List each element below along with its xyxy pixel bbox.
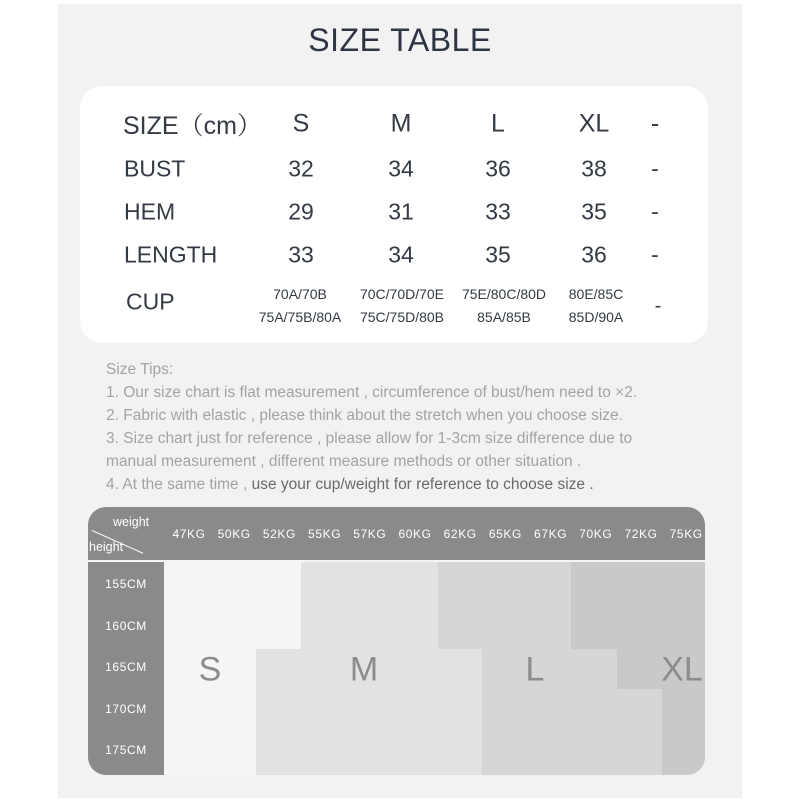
cup-value-line1: - — [654, 295, 662, 317]
size-tip-line: 3. Size chart just for reference , please allow for 1-3cm size difference due to — [106, 430, 633, 447]
cup-value-line2: 75A/75B/80A — [258, 309, 342, 325]
weight-column-label: 50KG — [217, 527, 251, 541]
size-header-m: M — [390, 109, 412, 138]
weight-column-label: 75KG — [669, 527, 703, 541]
size-header-s: S — [292, 109, 310, 138]
size-tip-line: 2. Fabric with elastic , please think about the stretch when you choose size. — [106, 407, 623, 424]
height-row-label: 160CM — [105, 619, 147, 633]
weight-column-label: 55KG — [308, 527, 342, 541]
page-title: SIZE TABLE — [308, 22, 492, 58]
zone-l-block — [438, 562, 571, 649]
weight-column-label: 72KG — [624, 527, 658, 541]
cup-value-line1: 70A/70B — [273, 286, 327, 302]
zone-label-xl: XL — [661, 650, 703, 689]
measure-value: 34 — [388, 241, 414, 268]
weight-column-label: 47KG — [172, 527, 206, 541]
weight-column-label: 62KG — [443, 527, 477, 541]
zone-m-block — [301, 562, 438, 649]
zone-l-block — [482, 649, 617, 689]
cup-value-line2: 75C/75D/80B — [359, 309, 445, 325]
zone-label-s: S — [198, 650, 222, 689]
size-header-blank: - — [650, 109, 660, 138]
cup-value-line1: 75E/80C/80D — [461, 286, 547, 302]
cup-value-line1: 70C/70D/70E — [359, 286, 445, 302]
size-tip-line: 1. Our size chart is flat measurement , circumference of bust/hem need to ×2. — [106, 384, 638, 401]
size-tip-line — [106, 473, 726, 496]
measure-value: - — [651, 198, 659, 225]
cup-value-line1: 80E/85C — [568, 286, 624, 302]
weight-column-label: 60KG — [398, 527, 432, 541]
height-row-label: 175CM — [105, 743, 147, 757]
corner-height-label: height — [89, 540, 124, 554]
measure-value: 38 — [581, 155, 607, 182]
measure-value: 36 — [581, 241, 607, 268]
measure-value: 35 — [485, 241, 511, 268]
measure-value: 31 — [388, 198, 414, 225]
weight-column-label: 67KG — [534, 527, 568, 541]
height-row-label: 170CM — [105, 702, 147, 716]
size-tips-heading: Size Tips: — [106, 361, 174, 378]
measure-value: 29 — [288, 198, 314, 225]
measure-label-hem: HEM — [124, 198, 176, 225]
size-tip-emphasis: use your cup/weight for reference to choose size . — [251, 476, 594, 493]
size-header-l: L — [491, 109, 505, 138]
cup-value-line2: 85D/90A — [568, 309, 624, 325]
height-row-label: 165CM — [105, 660, 147, 674]
size-header-xl: XL — [578, 109, 610, 138]
measure-value: - — [651, 241, 659, 268]
measure-value: 33 — [288, 241, 314, 268]
zone-label-m: M — [349, 650, 379, 689]
measure-label-cup: CUP — [126, 288, 175, 315]
height-row-label: 155CM — [105, 577, 147, 591]
cup-value-line2: 85A/85B — [477, 309, 531, 325]
size-header-label: SIZE（cm） — [123, 112, 262, 140]
weight-column-label: 57KG — [353, 527, 387, 541]
measure-value: 32 — [288, 155, 314, 182]
zone-xl-block — [662, 689, 705, 775]
header-separator — [88, 560, 705, 562]
measure-value: 35 — [581, 198, 607, 225]
weight-column-label: 65KG — [488, 527, 522, 541]
measure-label-length: LENGTH — [124, 241, 218, 268]
measure-label-bust: BUST — [124, 155, 186, 182]
size-tip-prefix: 4. At the same time , — [106, 476, 252, 493]
size-tips — [106, 358, 726, 496]
weight-column-label: 70KG — [579, 527, 613, 541]
corner-weight-label: weight — [113, 515, 150, 529]
measure-value: 33 — [485, 198, 511, 225]
weight-height-chart — [88, 507, 705, 775]
zone-label-l: L — [525, 650, 545, 689]
weight-column-label: 52KG — [262, 527, 296, 541]
zone-l-block — [482, 689, 662, 775]
measure-value: 36 — [485, 155, 511, 182]
measure-value: 34 — [388, 155, 414, 182]
measure-value: - — [651, 155, 659, 182]
size-tip-line: manual measurement , different measure methods or other situation . — [106, 453, 582, 470]
zone-xl-block — [571, 562, 705, 649]
